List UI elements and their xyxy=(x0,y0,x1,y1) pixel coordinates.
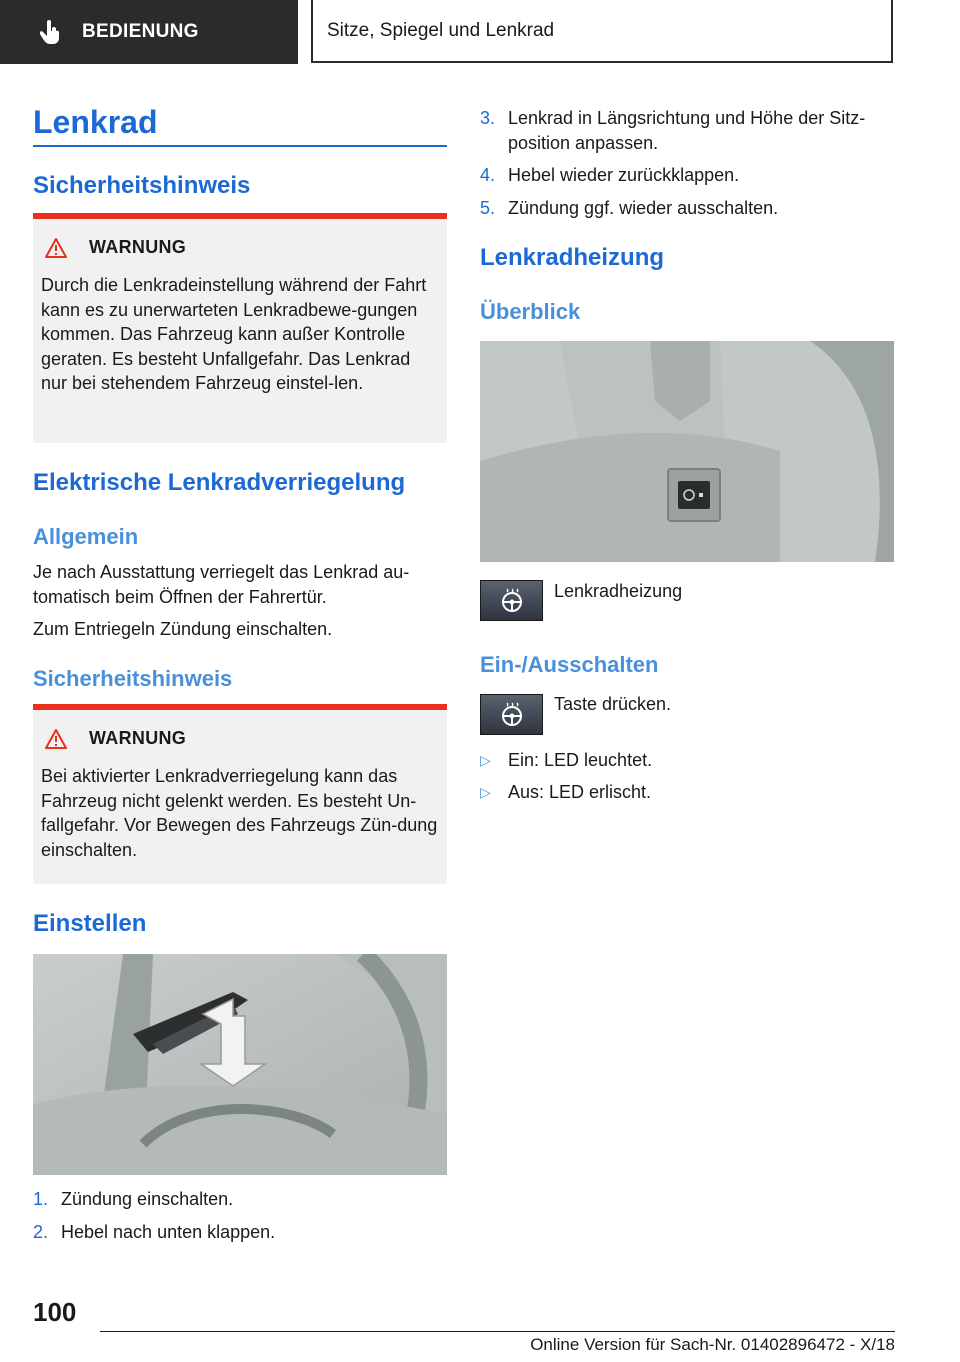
general-paragraph: Je nach Ausstattung verriegelt das Lenkrad au-tomatisch beim Öffnen der Fahrertür. xyxy=(33,562,410,607)
page-number: 100 xyxy=(33,1297,77,1327)
heating-button-photo xyxy=(480,341,894,562)
lock-heading: Elektrische Lenkradverriegelung xyxy=(33,469,406,496)
step-text: Zündung einschalten. xyxy=(61,1189,234,1209)
general-heading: Allgemein xyxy=(33,524,139,549)
step-number: 5. xyxy=(480,198,496,218)
bullet-text: Aus: LED erlischt. xyxy=(508,782,652,802)
warning-title: WARNUNG xyxy=(89,237,187,257)
step-item xyxy=(33,1187,233,1212)
step-number: 1. xyxy=(33,1189,49,1209)
icon-caption: Lenkradheizung xyxy=(554,581,683,601)
steering-lever-photo xyxy=(33,954,447,1175)
overview-heading: Überblick xyxy=(480,299,581,324)
warning-box-2 xyxy=(33,704,447,884)
step-text: Hebel nach unten klappen. xyxy=(61,1222,276,1242)
step-item xyxy=(480,106,894,155)
main-heading: Lenkrad xyxy=(33,104,158,140)
step-item xyxy=(33,1220,275,1245)
warning-triangle-icon xyxy=(45,729,67,749)
unlock-paragraph: Zum Entriegeln Zündung einschalten. xyxy=(33,619,333,639)
header-title: Sitze, Spiegel und Lenkrad xyxy=(327,19,555,41)
warning-text: Durch die Lenkradeinstellung während der Fahrt kann es zu unerwarteten Lenkradbewe-gungen kommen. Das Fahrzeug kann außer Kontrolle geraten. Es besteht Unfallgefahr. Das Lenkrad nur bei stehendem Fahrzeug einstel-len. xyxy=(41,275,427,393)
step-item xyxy=(480,196,778,221)
heading-rule xyxy=(33,145,447,147)
warning-title: WARNUNG xyxy=(89,728,187,748)
step-text: Hebel wieder zurückklappen. xyxy=(508,165,740,185)
steering-wheel-heating-icon xyxy=(499,588,525,614)
safety-heading-2: Sicherheitshinweis xyxy=(33,666,233,691)
step-item xyxy=(480,163,739,188)
footer-rule xyxy=(100,1331,895,1332)
heating-button-symbol xyxy=(480,580,543,621)
list-item xyxy=(480,748,652,773)
bullet-marker: ▷ xyxy=(480,752,491,768)
press-instruction: Taste drücken. xyxy=(554,694,672,714)
step-text: Zündung ggf. wieder ausschalten. xyxy=(508,198,779,218)
bullet-text: Ein: LED leuchtet. xyxy=(508,750,653,770)
header-section-label: BEDIENUNG xyxy=(82,21,199,42)
safety-heading: Sicherheitshinweis xyxy=(33,172,251,199)
bullet-marker: ▷ xyxy=(480,784,491,800)
step-number: 3. xyxy=(480,108,496,128)
adjust-heading: Einstellen xyxy=(33,910,147,937)
header-section-tab xyxy=(0,0,298,64)
step-text: Lenkrad in Längsrichtung und Höhe der Sitz-position anpassen. xyxy=(508,108,866,153)
steering-wheel-heating-icon xyxy=(499,702,525,728)
warning-text: Bei aktivierter Lenkradverriegelung kann das Fahrzeug nicht gelenkt werden. Es besteht Un-fallgefahr. Vor Bewegen des Fahrzeugs Zün-dung einschalten. xyxy=(41,766,438,860)
onoff-heading: Ein-/Ausschalten xyxy=(480,652,659,677)
heating-button-symbol xyxy=(480,694,543,735)
warning-box-1 xyxy=(33,213,447,443)
heating-heading: Lenkradheizung xyxy=(480,244,665,271)
step-number: 4. xyxy=(480,165,496,185)
pointing-hand-icon xyxy=(40,19,62,45)
list-item xyxy=(480,780,651,805)
footer-text: Online Version für Sach-Nr. 01402896472 - X/18 xyxy=(530,1335,895,1354)
step-number: 2. xyxy=(33,1222,49,1242)
warning-triangle-icon xyxy=(45,238,67,258)
header-title-box xyxy=(311,0,893,63)
